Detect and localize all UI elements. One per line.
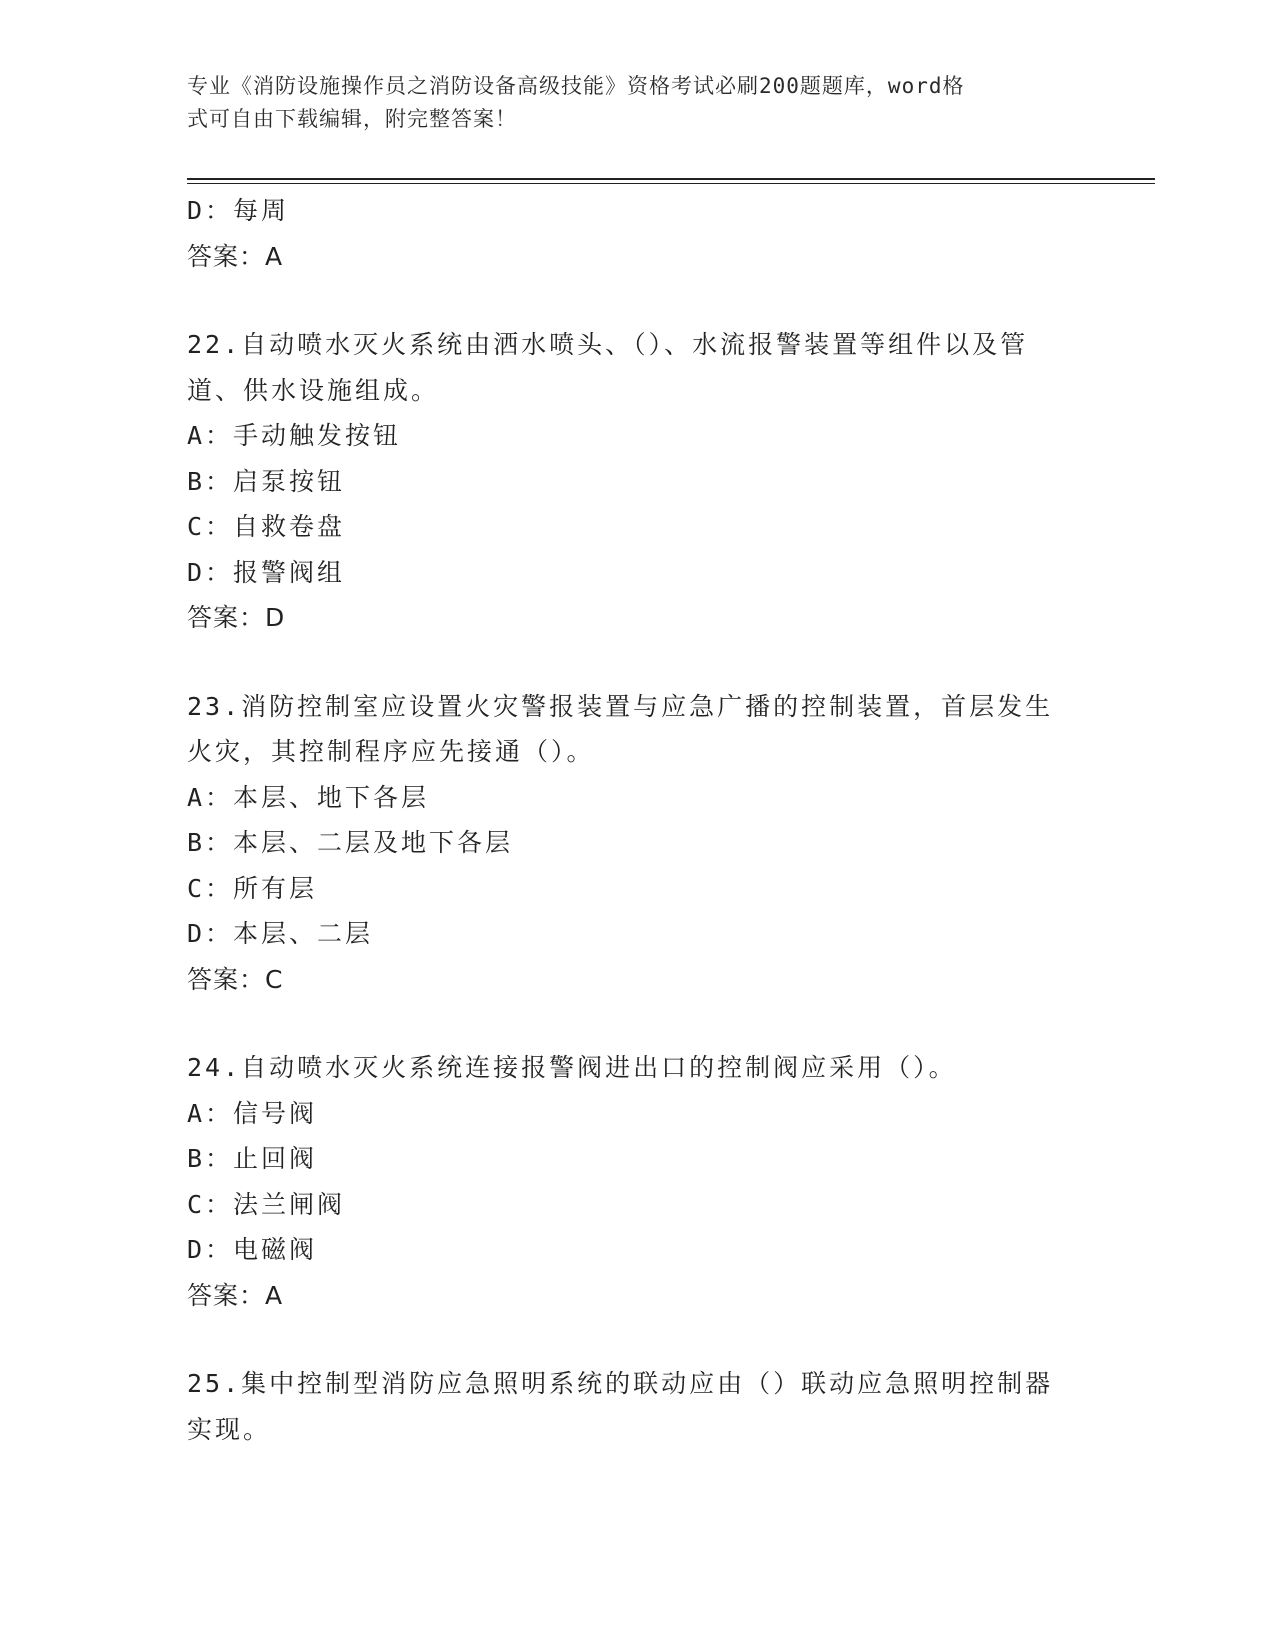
answer: 答案：A (187, 1280, 284, 1310)
header-line-2: 式可自由下载编辑，附完整答案！ (187, 107, 517, 131)
option-c: C：自救卷盘 (187, 512, 346, 541)
question-text-line-2: 实现。 (187, 1414, 272, 1444)
answer: 答案：C (187, 964, 284, 994)
option-a: A：信号阀 (187, 1098, 318, 1128)
header-line-1: 专业《消防设施操作员之消防设备高级技能》资格考试必刷200题题库，word格 (187, 74, 965, 98)
question-text-line-1: 22.自动喷水灭火系统由洒水喷头、（）、水流报警装置等组件以及管 (187, 330, 1029, 359)
answer: 答案：D (187, 603, 286, 632)
question-23 (187, 684, 1087, 1003)
question-22 (187, 322, 1087, 641)
question-24 (187, 1045, 1087, 1318)
option-a: A：本层、地下各层 (187, 782, 430, 812)
question-text-line-1: 23.消防控制室应设置火灾警报装置与应急广播的控制装置，首层发生 (187, 691, 1054, 721)
header-divider-thin (187, 183, 1155, 184)
question-text-line-1: 24.自动喷水灭火系统连接报警阀进出口的控制阀应采用（）。 (187, 1053, 957, 1082)
question-21-tail (187, 188, 1087, 279)
document-header (187, 70, 1067, 136)
header-divider-thick (187, 178, 1155, 180)
question-text-line-2: 火灾，其控制程序应先接通（）。 (187, 737, 595, 766)
option-d: D：电磁阀 (187, 1235, 318, 1264)
question-text-line-1: 25.集中控制型消防应急照明系统的联动应由（）联动应急照明控制器 (187, 1369, 1054, 1398)
question-25 (187, 1361, 1087, 1452)
option-d: D：本层、二层 (187, 919, 374, 948)
option-b: B：启泵按钮 (187, 466, 346, 496)
option-b: B：止回阀 (187, 1144, 318, 1173)
question-text-line-2: 道、供水设施组成。 (187, 375, 440, 405)
option-a: A：手动触发按钮 (187, 421, 402, 450)
option-c: C：所有层 (187, 873, 318, 903)
answer: 答案：A (187, 241, 284, 271)
option-d: D：报警阀组 (187, 557, 346, 587)
option-d: D：每周 (187, 196, 290, 225)
question-list (187, 188, 1087, 1452)
option-b: B：本层、二层及地下各层 (187, 828, 514, 857)
option-c: C：法兰闸阀 (187, 1189, 346, 1219)
